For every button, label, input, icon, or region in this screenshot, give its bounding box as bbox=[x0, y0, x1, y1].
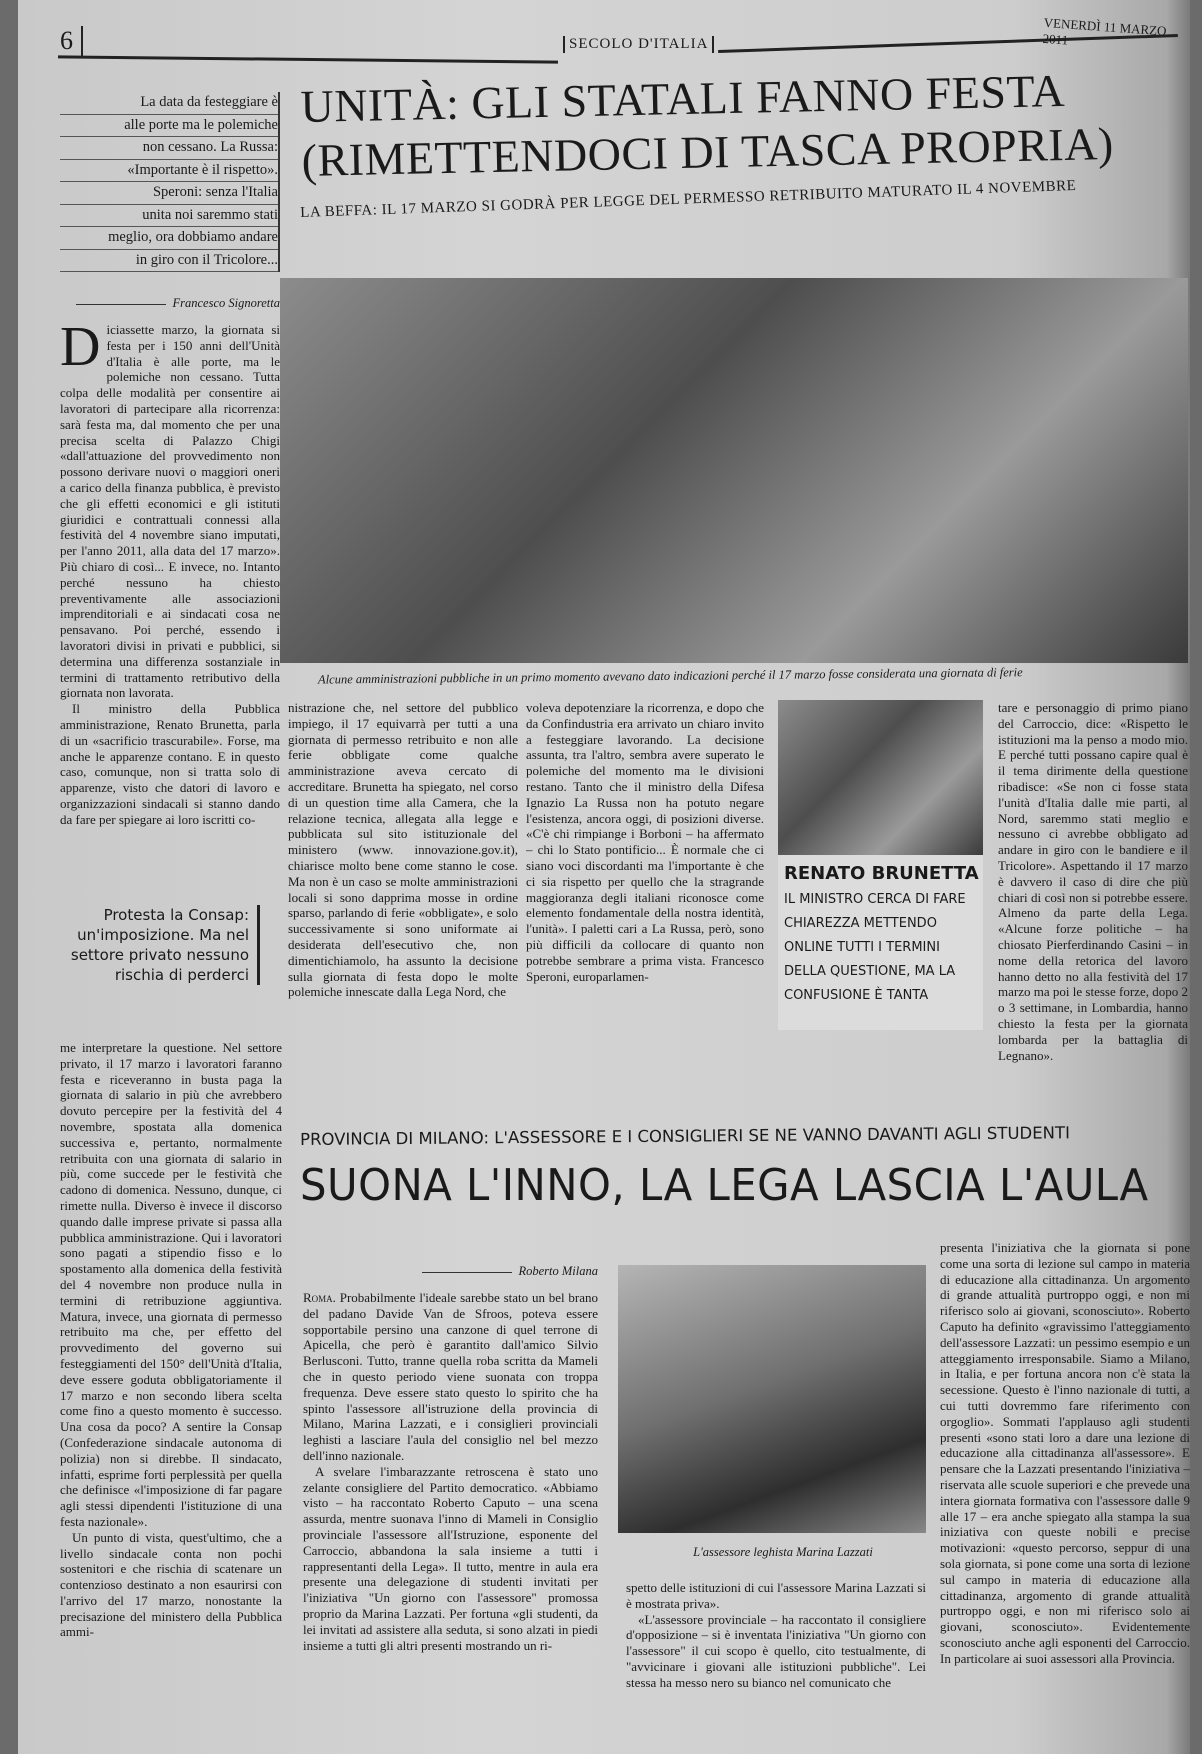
headline-line: (RIMETTENDOCI DI TASCA PROPRIA) bbox=[301, 117, 1115, 186]
paragraph: iciassette marzo, la giornata si festa per i 150 anni dell'Unità d'Italia è alle porte, ma le polemiche non cessano. Tutta colpa delle modalità per consentire ai lavoratori di partecipare alla ricorrenza: sarà festa ma, dal momento che per una precisa scelta di Palazzo Chigi «dall'attuazione del provvedimento non possono derivare nuovi o maggiori oneri a carico della finanza pubblica, è previsto che gli effetti economici e gli istituti giuridici e contrattuali connessi alla festività del 4 novembre siano imputati, per l'anno 2011, alla data del 17 marzo». Più chiaro di così... E invece, no. Intanto perché nessuno ha chiesto preventivamente alle associazioni imprenditoriali e ai sindacati cosa ne pensavano. Poi perché, essendo i lavoratori divisi in privati e pubblici, si determina una differenza sostanziale in termini di trattamento retributivo della giornata non lavorata. bbox=[60, 322, 280, 701]
dateline: Roma. bbox=[303, 1290, 336, 1305]
drop-cap: D bbox=[60, 322, 101, 378]
paragraph: Un punto di vista, quest'ultimo, che a livello sindacale conta non pochi sostenitori e che rischia di scatenare un contenzioso destinato a non esaurirsi con l'arrivo del 17 marzo, nonostante la precisazione del ministero della Pubblica ammi- bbox=[60, 1529, 282, 1640]
paragraph: «L'assessore provinciale – ha raccontato il consigliere d'opposizione – si è inventata l'iniziativa "Un giorno con l'assessore" il cui scopo è quello, cito testualmente, di "avvicinare i giovani alle istituzioni pubbliche". Lei stessa ha messo nero su bianco nel comunicato che bbox=[626, 1611, 926, 1690]
article-column-1 bbox=[60, 322, 280, 892]
page-number: 6 bbox=[60, 26, 83, 56]
sidebox-description: IL MINISTRO CERCA DI FARE CHIAREZZA METTENDO ONLINE TUTTI I TERMINI DELLA QUESTIONE, MA LA CONFUSIONE È TANTA bbox=[784, 892, 966, 1003]
paragraph: Il ministro della Pubblica amministrazione, Renato Brunetta, parla di un «sacrificio trascurabile». Forse, ma anche le apparenze contano. E in questo caso, comunque, non si tratta solo di apparenze, visto che datori di lavoro e organizzazioni sindacali si stanno dando da fare per spiegare ai loro iscritti co- bbox=[60, 701, 280, 827]
summary-line: unita noi saremmo stati bbox=[60, 205, 278, 228]
article2-byline: Roberto Milana bbox=[303, 1264, 598, 1279]
article-summary bbox=[60, 92, 280, 272]
brunetta-sidebox bbox=[778, 700, 983, 1030]
summary-line: «Importante è il rispetto». bbox=[60, 160, 278, 183]
headline-line: UNITÀ: GLI STATALI FANNO FESTA bbox=[300, 64, 1066, 132]
brunetta-portrait bbox=[778, 700, 983, 855]
paragraph: tare e personaggio di primo piano del Carroccio, dice: «Rispetto le istituzioni ma la penso a modo mio. E perché tutti possano capire qual è il tema dirimente della questione ribadisce: «Se non ci fosse stata l'unità d'Italia dalle mie parti, al Nord, saremmo stati meglio e nessuno ci avrebbe obbligato ad andare in giro con le bandiere e il Tricolore». Aspettando il 17 marzo è davvero il caso di dire che più chiari di così non si potrebbe essere. Almeno da parte della Lega. «Alcune forze politiche – ha chiosato Pierferdinando Casini – in nome della retorica del lavoro hanno detto no alla festività del 17 marzo ma poi le stesse forze, dopo 2 o 3 settimane, in Lombardia, hanno chiesto la festa per la giornata lombarda per la battaglia di Legnano». bbox=[998, 700, 1188, 1063]
article-column-1-continued bbox=[60, 1040, 282, 1754]
summary-line: alle porte ma le polemiche bbox=[60, 115, 278, 138]
article2-column-2 bbox=[626, 1580, 926, 1754]
summary-line: in giro con il Tricolore... bbox=[60, 250, 278, 273]
article2-column-1 bbox=[303, 1290, 598, 1754]
photo-caption: Alcune amministrazioni pubbliche in un primo momento avevano dato indicazioni perché il 17 marzo fosse considerata una giornata di ferie bbox=[317, 665, 1023, 687]
article2-kicker: PROVINCIA DI MILANO: L'ASSESSORE E I CONSIGLIERI SE NE VANNO DAVANTI AGLI STUDENTI bbox=[300, 1123, 1070, 1149]
byline: Francesco Signoretta bbox=[60, 296, 280, 311]
paragraph: presenta l'iniziativa che la giornata si pone come una sorta di lezione sul campo in materia di educazione alla cittadinanza. Un argomento di grande attualità purtroppo oggi, e non mi riferisco solo ai giovani, sconosciuto». Roberto Caputo ha definito «gravissimo l'atteggiamento dell'assessore Lazzati: un pessimo esempio e un atteggiamento irresponsabile. Siamo a Milano, in Italia, e per fortuna ancora non c'è stata la secessione. Questo è l'inno nazionale di tutti, a cui tutti dovremmo fare riferimento con orgoglio». Sommati l'applauso agli studenti presenti «sono stati loro a dare una lezione di educazione alla cittadinanza all'assessore». E pensare che la Lazzati presentando l'iniziativa – riservata alle scuole superiori e che prevede una intera giornata formativa con l'assessore dalle 9 alle 17 – era anche spiegato alla stampa la sua iniziativa con queste nobili e precise motivazioni: «questo percorso, seppur di una sola giornata, si pone come una sorta di lezione sul campo in materia di educazione alla cittadinanza, argomento di grande attualità purtroppo oggi, e non mi riferisco solo ai giovani, sconosciuto». Evidentemente sconosciuto anche agli esponenti del Carroccio. In particolare ai suoi assessori alla Provincia. bbox=[940, 1240, 1190, 1666]
article-column-3 bbox=[526, 700, 764, 1075]
paragraph: A svelare l'imbarazzante retroscena è stato uno zelante consigliere del Partito democratico. «Abbiamo visto – ha raccontato Roberto Caputo – una scena assurda, mentre suonava l'inno di Mameli in Consiglio provinciale l'assessore all'Istruzione, esponente del Carroccio, abbandona la sala insieme a tutti i rappresentanti della Lega». Il tutto, mentre in aula era presente una delegazione di studenti invitati per l'iniziativa "Un giorno con l'assessore" promossa proprio da Marina Lazzati. Per fortuna «gli studenti, da lei invitati ad assistere alla seduta, si sono alzati in piedi insieme a tutti gli altri presenti mostrando un ri- bbox=[303, 1463, 598, 1653]
article-column-5 bbox=[998, 700, 1188, 1080]
paragraph: spetto delle istituzioni di cui l'assessore Marina Lazzati si è mostrata priva». bbox=[626, 1580, 926, 1611]
news-photo-office-counter bbox=[280, 278, 1188, 663]
paragraph: Probabilmente l'ideale sarebbe stato un bel brano del padano Davide Van de Sfroos, poteva essere sopportabile persino una canzone di quel terrone di Apicella, che però è garantito dall'amico Silvio Berlusconi. Tutto, tranne quella roba scritta da Mameli che in questo periodo viene suonata con troppa frequenza. Deve essere stato questo lo spirito che ha spinto l'assessore all'istruzione della provincia di Milano, Marina Lazzati, e i consiglieri provinciali leghisti a lasciare l'aula del consiglio nel bel mezzo dell'inno nazionale. bbox=[303, 1290, 598, 1463]
pull-quote: Protesta la Consap: un'imposizione. Ma nel settore privato nessuno rischia di perderci bbox=[60, 905, 260, 985]
article2-column-3 bbox=[940, 1240, 1190, 1754]
summary-line: Speroni: senza l'Italia bbox=[60, 182, 278, 205]
lazzati-photo bbox=[618, 1265, 926, 1533]
summary-line: meglio, ora dobbiamo andare bbox=[60, 227, 278, 250]
issue-date: VENERDÌ 11 MARZO 2011 bbox=[1042, 14, 1168, 48]
summary-line: non cessano. La Russa: bbox=[60, 137, 278, 160]
paragraph: nistrazione che, nel settore del pubblico impiego, il 17 equivarrà per tutti a una giornata di permesso retribuito e non alle ferie obbligate come qualche amministrazione aveva cercato di accreditare. Brunetta ha spiegato, nel corso di un question time alla Camera, che la relazione tecnica, allegata alla legge e pubblicata sul sito istituzionale del ministero (www. innovazione.gov.it), chiarisce molto bene come stanno le cose. Ma non è un caso se molte amministrazioni locali si sono dapprima mosse in ordine sparso, parlando di ferie «obbligate», e solo successivamente si sono uniformate ai desiderata dell'esecutivo che, non dimentichiamolo, ha assunto la decisione sulla giornata di festa dopo le molte polemiche innescate dalla Lega Nord, che bbox=[288, 700, 518, 1000]
paragraph: me interpretare la questione. Nel settore privato, il 17 marzo i lavoratori faranno festa e riceveranno in busta paga la giornata di salario in più che avrebbero dovuto percepire per la festività del 4 novembre, spostata alla domenica successiva e, pertanto, normalmente retribuita con una giornata di salario in più, come succede per le festività che cadono di domenica. Nessuno, dunque, ci rimette nulla. Diverso è invece il discorso quando dalle imprese private si passa alla pubblica amministrazione. Qui i lavoratori sono pagati a stipendio fisso e lo spostamento alla domenica della festività del 4 novembre non produce nulla in termini di retribuzione aggiuntiva. Matura, invece, una giornata di permesso retribuito ma che, per effetto del provvedimento del governo sui festeggiamenti del 150° dell'Unità d'Italia, deve essere goduta obbligatoriamente il 17 marzo e non secondo libera scelta come fino a questo momento è successo. Una cosa da poco? A sentire la Consap (Confederazione sindacale autonoma di polizia) non si direbbe. Il sindacato, infatti, esprime forti perplessità per quella che definisce «l'imposizione di far pagare agli stessi dipendenti l'istituzione di una festa nazionale». bbox=[60, 1040, 282, 1529]
masthead: SECOLO D'ITALIA bbox=[563, 36, 714, 53]
lazzati-caption: L'assessore leghista Marina Lazzati bbox=[693, 1545, 873, 1559]
sidebox-name: RENATO BRUNETTA bbox=[784, 863, 979, 884]
article2-headline: SUONA L'INNO, LA LEGA LASCIA L'AULA bbox=[300, 1160, 1149, 1211]
headline bbox=[300, 61, 1192, 188]
article-column-2 bbox=[288, 700, 518, 1075]
paragraph: voleva depotenziare la ricorrenza, e dopo che da Confindustria era arrivato un chiaro invito a festeggiare lavorando. La decisione assunta, tra l'altro, sembra avere superato le polemiche del momento ma le divisioni restano. Tanto che il ministro della Difesa Ignazio La Russa non ha potuto negare l'esistenza, ancora oggi, di posizioni diverse. «C'è chi rimpiange i Borboni – ha affermato – chi lo Stato pontificio... È normale che ci siano voci discordanti ma l'importante è che ci sia rispetto per quello che la stragrande maggioranza degli italiani riconosce come elemento fondamentale della nostra identità, l'unità». I paletti cari a La Russa, però, sono più difficili da collocare di quanto non potrebbe sembrare a prima vista. Francesco Speroni, europarlamen- bbox=[526, 700, 764, 984]
newspaper-page bbox=[18, 0, 1190, 1754]
header-rule bbox=[58, 55, 558, 63]
summary-line: La data da festeggiare è bbox=[60, 92, 278, 115]
subheadline: LA BEFFA: IL 17 MARZO SI GODRÀ PER LEGGE DEL PERMESSO RETRIBUITO MATURATO IL 4 NOVEMBRE bbox=[300, 177, 1077, 221]
